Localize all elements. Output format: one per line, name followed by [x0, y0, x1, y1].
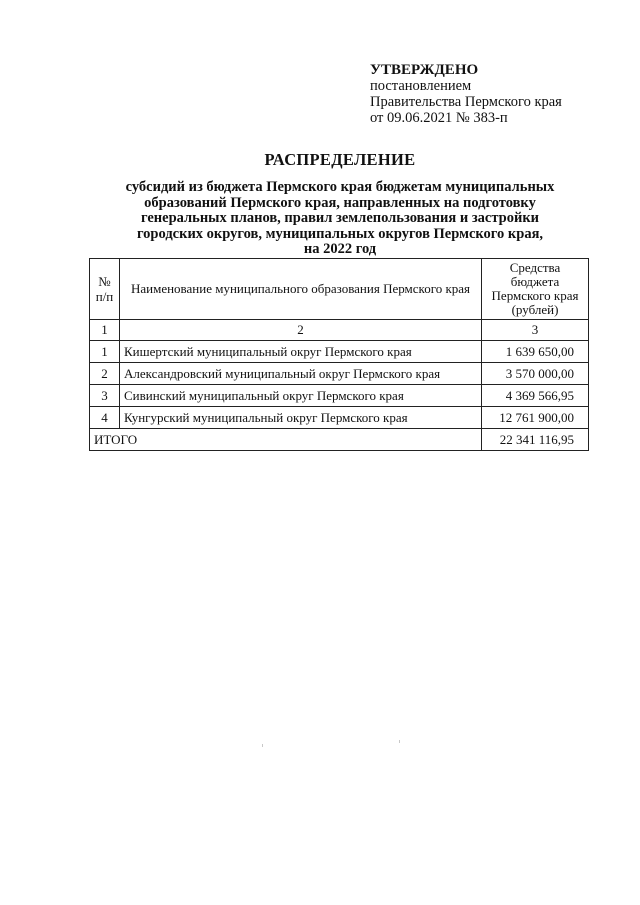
- row-municipality: Кишертский муниципальный округ Пермского края: [120, 341, 482, 363]
- table-row: [90, 341, 589, 363]
- column-index-row: [90, 320, 589, 341]
- row-number: 3: [90, 385, 120, 407]
- document-subtitle-line: городских округов, муниципальных округов Пермского края,: [136, 225, 544, 242]
- header-number: [90, 259, 120, 320]
- scan-speck: [399, 740, 400, 743]
- document-heading: [90, 150, 590, 258]
- header-number-sign: №: [98, 274, 111, 289]
- row-amount: 12 761 900,00: [482, 407, 589, 429]
- table-row: [90, 363, 589, 385]
- table-row: [90, 385, 589, 407]
- table-header-row: [90, 259, 589, 320]
- approval-block: [370, 62, 562, 126]
- approval-line: Правительства Пермского края: [370, 94, 562, 110]
- row-municipality: Сивинский муниципальный округ Пермского края: [120, 385, 482, 407]
- total-label: ИТОГО: [90, 429, 482, 451]
- row-amount: 1 639 650,00: [482, 341, 589, 363]
- row-amount: 4 369 566,95: [482, 385, 589, 407]
- distribution-table: [89, 258, 589, 451]
- row-amount: 3 570 000,00: [482, 363, 589, 385]
- row-municipality: Кунгурский муниципальный округ Пермского края: [120, 407, 482, 429]
- approval-stamp: УТВЕРЖДЕНО: [370, 62, 479, 78]
- header-amount-line: (рублей): [511, 302, 559, 317]
- header-number-abbr: п/п: [95, 289, 114, 304]
- row-number: 1: [90, 341, 120, 363]
- column-index: 3: [482, 320, 589, 341]
- document-subtitle-line: образований Пермского края, направленных на подготовку: [144, 194, 536, 211]
- column-index: 2: [120, 320, 482, 341]
- total-amount: 22 341 116,95: [482, 429, 589, 451]
- header-amount-line: Средства: [509, 260, 561, 275]
- document-title: РАСПРЕДЕЛЕНИЕ: [264, 150, 416, 169]
- approval-line: постановлением: [370, 78, 472, 94]
- header-amount: [482, 259, 589, 320]
- scan-speck: [262, 744, 263, 747]
- document-subtitle-line: генеральных планов, правил землепользования и застройки: [140, 210, 540, 226]
- document-subtitle-line: на 2022 год: [303, 241, 377, 257]
- row-number: 2: [90, 363, 120, 385]
- header-municipality: Наименование муниципального образования Пермского края: [120, 259, 482, 320]
- total-row: [90, 429, 589, 451]
- header-amount-line: Пермского края: [491, 288, 579, 303]
- document-subtitle-line: субсидий из бюджета Пермского края бюджетам муниципальных: [125, 179, 555, 195]
- approval-date: от 09.06.2021 № 383-п: [370, 110, 508, 126]
- table-row: [90, 407, 589, 429]
- row-municipality: Александровский муниципальный округ Пермского края: [120, 363, 482, 385]
- row-number: 4: [90, 407, 120, 429]
- header-amount-line: бюджета: [510, 274, 560, 289]
- column-index: 1: [90, 320, 120, 341]
